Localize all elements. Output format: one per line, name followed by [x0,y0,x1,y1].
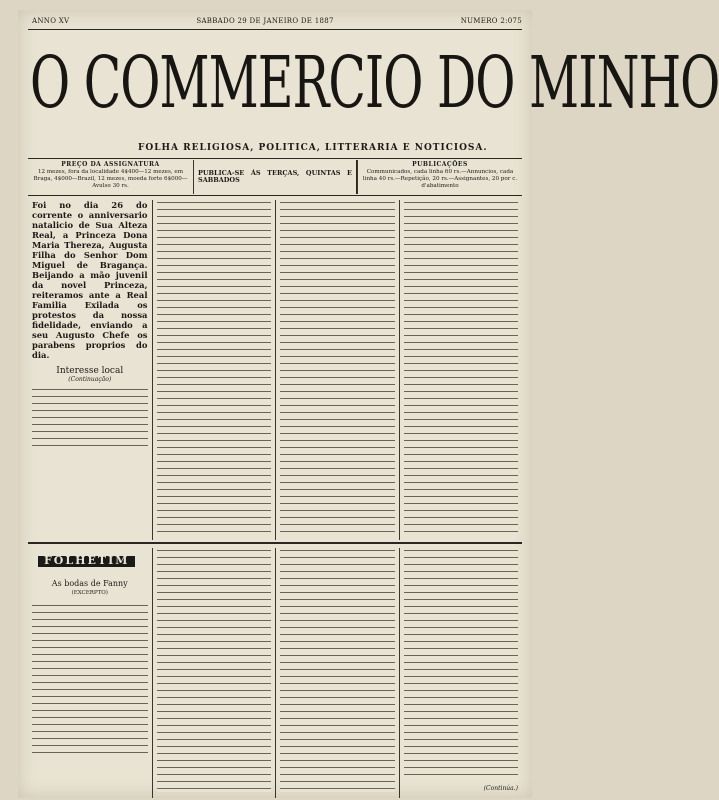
date-label: SABBADO 29 DE JANEIRO DE 1887 [196,17,334,25]
schedule-box [193,160,357,194]
feuilleton-rule [28,542,522,544]
publications-box [357,160,522,194]
feuilleton-text-block-3 [280,548,395,792]
article-columns [28,200,522,540]
folhetim-label: FOLHETIM [38,556,135,567]
feuilleton-column-3 [275,548,399,798]
folhetim-title: As bodas de Fanny [51,578,128,588]
section-subheading: (Continuação) [68,375,112,383]
info-rule-top [28,158,522,159]
feuilleton-column-4 [399,548,523,798]
section-heading: Interesse local [56,366,124,376]
column-3-text-block [280,200,395,536]
feuilleton-column-1 [28,548,152,798]
subscription-text: 12 mezes, fora da localidade 4$400—12 mezes, em Braga, 4$000—Brazil, 12 mezes, moeda forte 6$000—Avulso 30 rs. [33,168,188,189]
column-2 [152,200,276,540]
subscription-info [28,160,522,194]
feuilleton-column-2 [152,548,276,798]
column-4 [399,200,523,540]
column-4-text-block [404,200,519,536]
column-3 [275,200,399,540]
newspaper-page [18,10,719,798]
subscription-box [28,160,193,194]
lead-article: Foi no dia 26 do corrente o anniversario natalicio de Sua Alteza Real, a Princeza Dona Maria Thereza, Augusta Filha do Senhor Dom Miguel de Bragança. Beijando a mão juvenil da novel Princeza, reiteramos ante a Real Familia Exilada os protestos da nossa fidelidade, enviando a seu Augusto Chefe os parabens proprios do dia. [32,200,148,360]
masthead-title: O COMMERCIO DO MINHO [30,41,719,125]
column-2-text-block [157,200,272,536]
column-1 [28,200,152,540]
folhetim-subtitle: (EXCERPTO) [71,589,108,596]
feuilleton-text-block-4 [404,548,519,780]
publications-text: Communicados, cada linha 60 rs.—Annuncios, cada linha 40 rs.—Repetição, 20 rs.—Assignantes, 20 por c. d'abatimento [362,168,518,189]
continuation-note: (Continúa.) [483,785,518,792]
year-label: ANNO XV [32,17,70,25]
issue-label: NUMERO 2:075 [460,17,522,25]
info-rule-bottom [28,195,522,196]
subscription-heading: PREÇO DA ASSIGNATURA [61,161,160,168]
feuilleton-text-block-2 [157,548,272,792]
feuilleton-text-block-1 [32,603,148,753]
column-1-text-block [32,387,148,447]
masthead-subtitle: FOLHA RELIGIOSA, POLITICA, LITTERARIA E NOTICIOSA. [138,143,488,153]
feuilleton-section [28,548,522,798]
schedule-text: PUBLICA-SE ÁS TERÇAS, QUINTAS E SABBADOS [198,169,352,184]
publications-heading: PUBLICAÇÕES [412,161,468,168]
